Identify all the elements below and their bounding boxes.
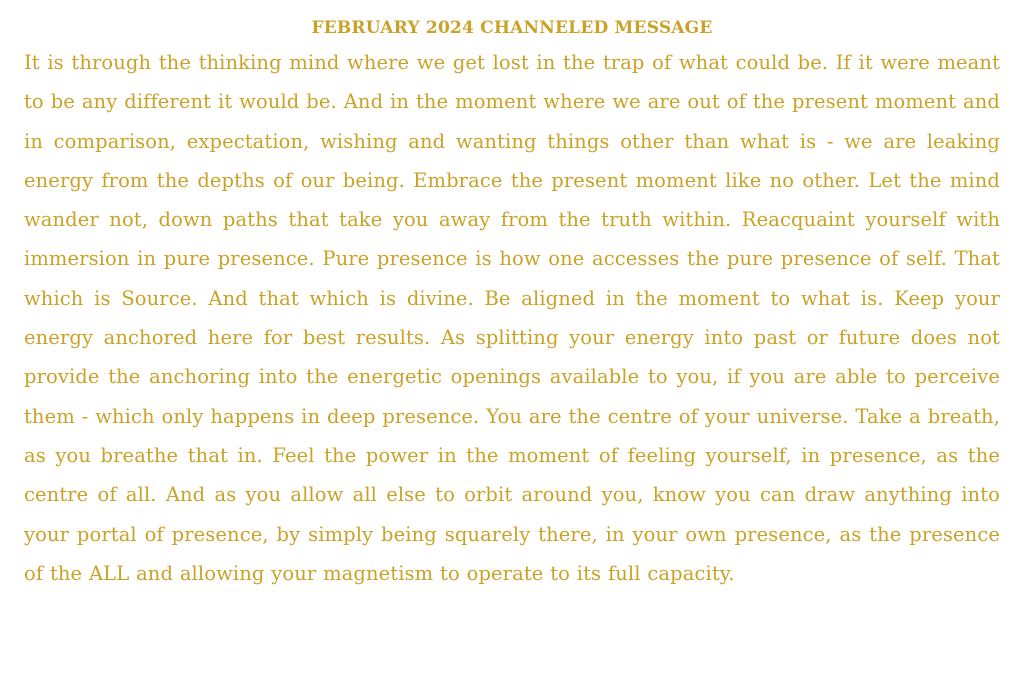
message-heading: FEBRUARY 2024 CHANNELED MESSAGE (311, 18, 713, 38)
message-body: It is through the thinking mind where we get lost in the trap of what could be. If it were meant to be any different it would be. And in the moment where we are out of the present moment and in comparison, expectation, wishing and wanting things other than what is - we are leaking energy from the depths of our being. Embrace the present moment like no other. Let the mind wander not, down paths that take you away from the truth within. Reacquaint yourself with immersion in pure presence. Pure presence is how one accesses the pure presence of self. That which is Source. And that which is divine. Be aligned in the moment to what is. Keep your energy anchored here for best results. As splitting your energy into past or future does not provide the anchoring into the energetic openings available to you, if you are able to perceive them - which only happens in deep presence. You are the centre of your universe. Take a breath, as you breathe that in. Feel the power in the moment of feeling yourself, in presence, as the centre of all. And as you allow all else to orbit around you, know you can draw anything into your portal of presence, by simply being squarely there, in your own presence, as the presence of the ALL and allowing your magnetism to operate to its full capacity. (24, 51, 1000, 585)
